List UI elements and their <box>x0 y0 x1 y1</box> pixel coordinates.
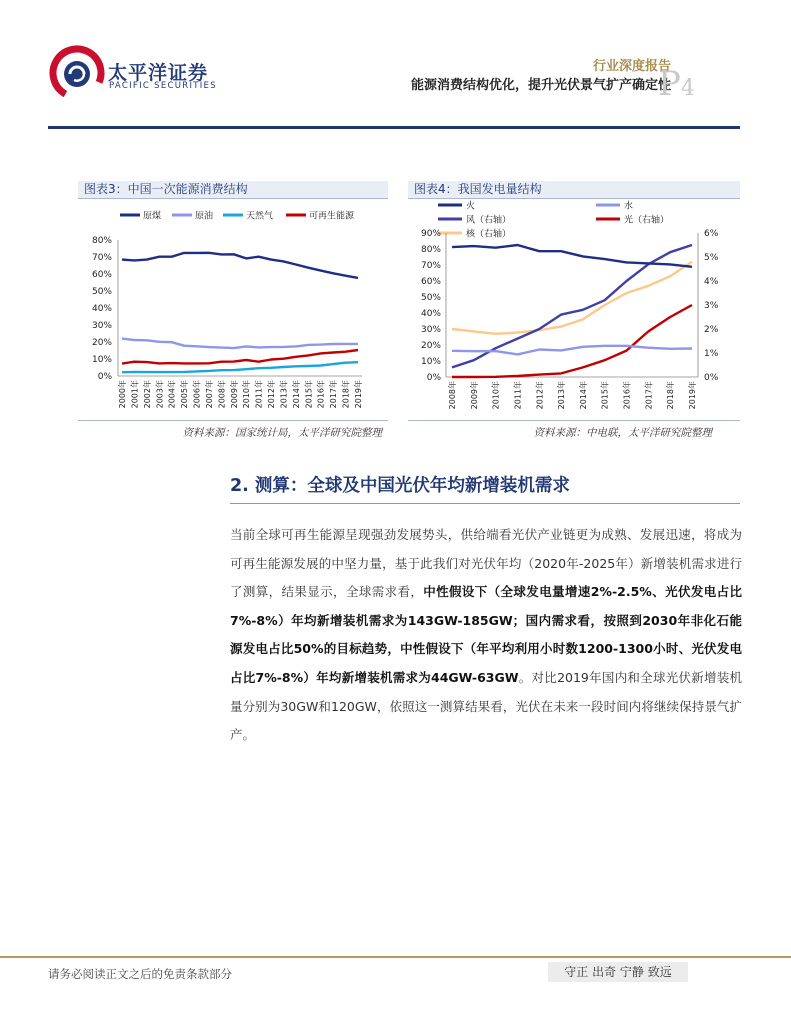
x-tick-label: 2014年 <box>291 380 301 409</box>
y-left-tick-label: 30% <box>420 325 441 335</box>
y-right-tick-label: 0% <box>704 373 719 383</box>
y-tick-label: 50% <box>91 287 112 297</box>
x-tick-label: 2019年 <box>354 380 363 409</box>
series-line-0 <box>452 245 692 267</box>
body-paragraph <box>230 521 742 750</box>
x-tick-label: 2015年 <box>304 380 314 409</box>
y-left-tick-label: 0% <box>426 373 441 383</box>
x-tick-label: 2013年 <box>557 381 567 410</box>
y-right-tick-label: 6% <box>704 229 719 239</box>
x-tick-label: 2007年 <box>204 380 214 409</box>
y-tick-label: 70% <box>91 253 112 263</box>
legend-label-1: 水 <box>624 201 634 212</box>
figure4-title: 图表4：我国发电量结构 <box>408 181 740 198</box>
legend-label-0: 原煤 <box>143 211 162 222</box>
x-tick-label: 2019年 <box>688 381 697 410</box>
figure4-top-rule <box>408 198 740 199</box>
legend-label-2: 风（右轴） <box>466 215 512 226</box>
page-number <box>658 64 695 104</box>
y-right-tick-label: 3% <box>704 301 719 311</box>
y-left-tick-label: 40% <box>420 309 441 319</box>
x-tick-label: 2008年 <box>448 381 457 410</box>
x-tick-label: 2012年 <box>267 380 277 409</box>
x-tick-label: 2001年 <box>130 380 140 409</box>
x-tick-label: 2003年 <box>155 380 165 409</box>
x-tick-label: 2011年 <box>513 381 523 410</box>
y-right-tick-label: 1% <box>704 349 719 359</box>
figure3-title: 图表3：中国一次能源消费结构 <box>78 181 388 198</box>
page-digit: 4 <box>680 76 695 101</box>
x-tick-label: 2004年 <box>167 380 177 409</box>
footer-disclaimer: 请务必阅读正文之后的免责条款部分 <box>48 967 232 981</box>
series-line-1 <box>122 339 358 349</box>
y-right-tick-label: 4% <box>704 277 719 287</box>
company-logo-icon <box>48 44 106 102</box>
figure3-chart <box>78 200 388 420</box>
x-tick-label: 2017年 <box>329 380 339 409</box>
y-tick-label: 0% <box>97 372 112 382</box>
y-left-tick-label: 60% <box>420 277 441 287</box>
y-right-tick-label: 5% <box>704 253 719 263</box>
y-tick-label: 30% <box>91 321 112 331</box>
legend-label-4: 核（右轴） <box>466 229 512 240</box>
series-line-3 <box>122 350 358 364</box>
x-tick-label: 2008年 <box>217 380 227 409</box>
y-right-tick-label: 2% <box>704 325 719 335</box>
footer-divider <box>0 956 791 958</box>
header-divider <box>48 126 740 129</box>
figure3-bottom-rule <box>78 420 388 421</box>
x-tick-label: 2013年 <box>279 380 289 409</box>
y-left-tick-label: 50% <box>420 293 441 303</box>
x-tick-label: 2010年 <box>491 381 501 410</box>
figure4-bottom-rule <box>408 420 740 421</box>
figure3-source: 资料来源：国家统计局，太平洋研究院整理 <box>182 427 382 439</box>
x-tick-label: 2009年 <box>469 381 479 410</box>
x-tick-label: 2016年 <box>622 381 632 410</box>
y-tick-label: 40% <box>91 304 112 314</box>
y-left-tick-label: 10% <box>420 357 441 367</box>
section-divider <box>230 503 740 504</box>
body-text-bold: 中性假设下（全球发电量增速2%-2.5%、光伏发电占比7%-8%）年均新增装机需求为143GW-185GW；国内需求看，按照到2030年非化石能源发电占比50%的目标趋势，中性假设下（年平均利用小时数1200-1300小时、光伏发电占比7%-8%）年均新增装机需求为44GW-63GW <box>230 584 742 685</box>
figure3-top-rule <box>78 198 388 199</box>
x-tick-label: 2000年 <box>118 380 127 409</box>
body-text-2: 。对比2019年国内和全球光伏新增装机量分别为30GW和120GW，依照这一测算结果看，光伏在未来一段时间内将继续保持景气扩产。 <box>230 669 742 743</box>
page-prefix: P <box>658 64 681 104</box>
report-title: 能源消费结构优化，提升光伏景气扩产确定性 <box>410 78 671 93</box>
y-left-tick-label: 90% <box>420 229 441 239</box>
figure4-source: 资料来源：中电联，太平洋研究院整理 <box>533 427 712 439</box>
section-title: 2. 测算：全球及中国光伏年均新增装机需求 <box>230 476 570 496</box>
y-tick-label: 20% <box>91 338 112 348</box>
company-name-en: PACIFIC SECURITIES <box>109 81 217 91</box>
y-left-tick-label: 70% <box>420 261 441 271</box>
x-tick-label: 2005年 <box>180 380 190 409</box>
footer-motto: 守正 出奇 宁静 致远 <box>548 962 688 982</box>
legend-label-3: 可再生能源 <box>309 211 355 222</box>
x-tick-label: 2009年 <box>229 380 239 409</box>
series-line-0 <box>122 253 358 278</box>
y-tick-label: 10% <box>91 355 112 365</box>
x-tick-label: 2006年 <box>192 380 202 409</box>
y-tick-label: 80% <box>91 236 112 246</box>
legend-label-1: 原油 <box>195 211 214 222</box>
x-tick-label: 2012年 <box>535 381 545 410</box>
series-line-3 <box>452 305 692 377</box>
y-tick-label: 60% <box>91 270 112 280</box>
x-tick-label: 2016年 <box>316 380 326 409</box>
x-tick-label: 2002年 <box>142 380 152 409</box>
company-name-cn: 太平洋证券 <box>108 62 209 84</box>
x-tick-label: 2018年 <box>666 381 676 410</box>
x-tick-label: 2014年 <box>578 381 588 410</box>
body-text-1: 当前全球可再生能源呈现强劲发展势头，供给端看光伏产业链更为成熟、发展迅速，将成为可再生能源发展的中坚力量，基于此我们对光伏年均（2020年-2025年）新增装机需求进行了测算，结果显示，全球需求看， <box>230 527 742 600</box>
x-tick-label: 2017年 <box>644 381 654 410</box>
legend-label-2: 天然气 <box>246 211 274 222</box>
x-tick-label: 2011年 <box>254 380 264 409</box>
y-left-tick-label: 80% <box>420 245 441 255</box>
x-tick-label: 2015年 <box>600 381 610 410</box>
legend-label-3: 光（右轴） <box>624 215 670 226</box>
report-type: 行业深度报告 <box>592 59 671 74</box>
x-tick-label: 2018年 <box>341 380 351 409</box>
x-tick-label: 2010年 <box>242 380 252 409</box>
y-left-tick-label: 20% <box>420 341 441 351</box>
series-line-4 <box>452 262 692 334</box>
legend-label-0: 火 <box>466 201 476 212</box>
figure4-chart <box>408 200 740 420</box>
